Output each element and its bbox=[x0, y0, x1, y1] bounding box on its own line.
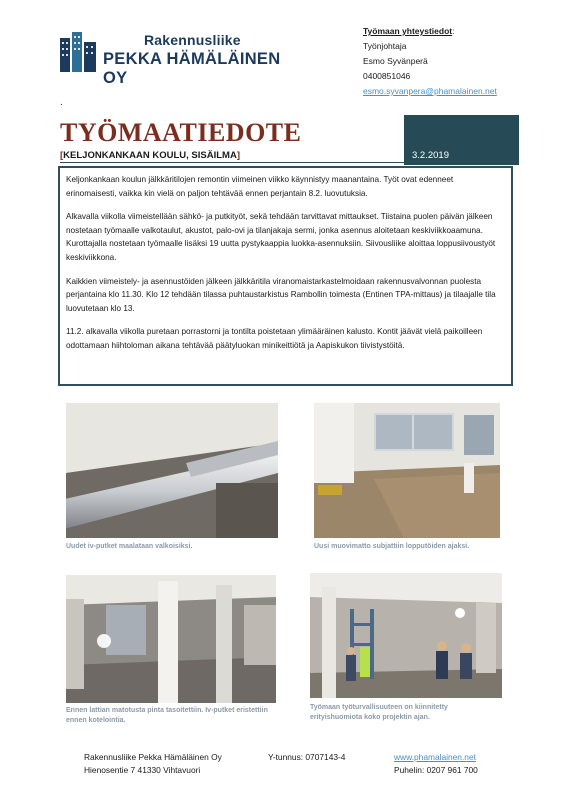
contact-title: Työmaan yhteystiedot bbox=[363, 26, 453, 36]
footer-company bbox=[84, 751, 222, 777]
site-contact-info bbox=[363, 24, 497, 99]
contact-phone: 0400851046 bbox=[363, 71, 411, 81]
company-name-line2: PEKKA HÄMÄLÄINEN OY bbox=[103, 50, 281, 87]
photo-caption-1: Uudet iv-putket maalataan valkoisiksi. bbox=[66, 543, 193, 550]
subtitle-bracket-open: [ bbox=[60, 150, 64, 161]
photo-caption-3: Ennen lattian matotusta pinta tasoitettiin. Iv-putket eristettiin ennen kotelointia. bbox=[66, 707, 268, 724]
contact-title-colon: : bbox=[452, 26, 455, 36]
stray-dot: . bbox=[60, 97, 63, 108]
photo-caption-4: Työmaan työturvallisuuteen on kiinnitetty erityishuomiota koko projektin ajan. bbox=[310, 704, 448, 721]
footer-contact bbox=[394, 751, 478, 777]
building-logo-icon bbox=[60, 32, 98, 72]
footer-phone: Puhelin: 0207 961 700 bbox=[394, 765, 478, 775]
photo-new-floor bbox=[314, 403, 500, 538]
photo-workers bbox=[310, 573, 502, 698]
photo-caption-2: Uusi muovimatto subjattiin lopputöiden ajaksi. bbox=[314, 543, 470, 550]
contact-name: Esmo Syvänperä bbox=[363, 56, 428, 66]
photo-ventilation-ducts bbox=[66, 403, 278, 538]
photo-levelled-floor bbox=[66, 575, 276, 703]
paragraph-1: Keljonkankaan koulun jälkkäritilojen remontin viimeinen viikko käynnistyy maanantaina. Työt ovat edenneet erinomaisesti, vaikka kin vielä on paljon tehtävää ennen perjantain 8.2. luovutuksia. bbox=[66, 175, 454, 198]
company-logo bbox=[60, 30, 300, 87]
contact-role: Työnjohtaja bbox=[363, 41, 407, 51]
subtitle-text: KELJONKANKAAN KOULU, SISÄILMA bbox=[63, 150, 237, 161]
title-rule bbox=[60, 162, 404, 163]
bulletin-text-box bbox=[58, 166, 513, 386]
footer-address: Hienosentie 7 41330 Vihtavuori bbox=[84, 765, 201, 775]
subtitle-bracket-close: ] bbox=[236, 150, 240, 161]
contact-email-link[interactable]: esmo.syvanpera@phamalainen.net bbox=[363, 86, 497, 96]
document-date: 3.2.2019 bbox=[412, 150, 449, 161]
footer-website-link[interactable]: www.phamalainen.net bbox=[394, 752, 476, 762]
footer-business-id: Y-tunnus: 0707143-4 bbox=[268, 752, 346, 762]
paragraph-2: Alkavalla viikolla viimeistellään sähkö- ja putkityöt, sekä tehdään tarvittavat mittaukset. Tiistaina puolen päivän jälkeen nostetaan työmaalle valkotaulut, akustot, palo-ovi ja tilanjakaja sermi, jonka asennus aloitetaan keskiviikkoaamuna. Kurottajalla nostetaan työmaalle lisäksi 19 uutta pystykaappia luokka-asennuksiin. Siivousliike aloittaa loppusiivoustyöt keskiviikkona. bbox=[66, 212, 496, 262]
document-subtitle bbox=[60, 150, 240, 161]
paragraph-3: Kaikkien viimeistely- ja asennustöiden jälkeen jälkkäritila viranomaistarkastelmoidaan rakennusvalvonnan puolesta perjantaina klo 11.30. Klo 12 tehdään tilassa puhtaustarkistus Rambollin toimesta (Entinen TPA-mittaus) ja tilaajalle tila luovutetaan klo 13. bbox=[66, 276, 496, 313]
footer-company-name: Rakennusliike Pekka Hämäläinen Oy bbox=[84, 752, 222, 762]
company-name-line1: Rakennusliike bbox=[144, 32, 241, 48]
date-box bbox=[404, 115, 519, 165]
document-title: TYÖMAATIEDOTE bbox=[60, 118, 302, 147]
paragraph-4: 11.2. alkavalla viikolla puretaan porrastorni ja tontilta poistetaan ylimääräinen kalusto. Kontit jäävät vielä paikoilleen odottamaan hiihtoloman aikana tehtävää päätyluokan minikeittiötä ja Aapiskukon tiivistystöitä. bbox=[66, 327, 483, 350]
